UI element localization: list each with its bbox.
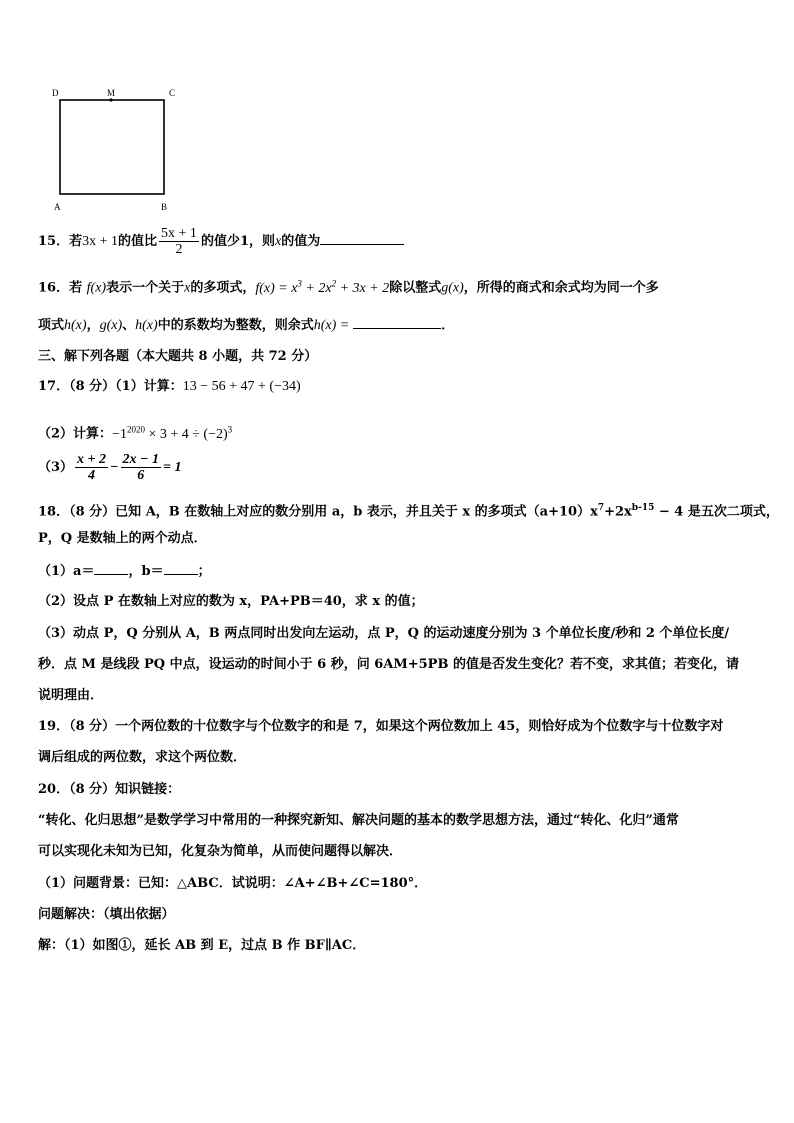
question-20-line-3: 可以实现化未知为已知，化复杂为简单，从而使问题得以解决． bbox=[38, 844, 403, 859]
question-17-part-1 bbox=[38, 378, 301, 396]
question-16-line-1 bbox=[38, 274, 659, 298]
question-15 bbox=[38, 226, 404, 257]
question-17-part-3 bbox=[38, 452, 181, 484]
q17-part-2-label: （2）计算： bbox=[38, 426, 113, 442]
q16-poly-part: f(x) = x bbox=[255, 280, 298, 296]
q18-text: （1）a＝ bbox=[38, 564, 95, 579]
square-abcd bbox=[60, 100, 164, 194]
q16-poly-part: + 3x + 2 bbox=[336, 280, 390, 296]
question-19-line-2: 调后组成的两位数，求这个两位数． bbox=[38, 750, 247, 765]
q17-fraction-2-numerator: 2x − 1 bbox=[122, 452, 159, 467]
label-b: B bbox=[161, 202, 168, 212]
q18-text: 18．（8 分）已知 A，B 在数轴上对应的数分别用 a，b 表示，并且关于 x 的多项式（a+10）x bbox=[38, 504, 598, 520]
q17-fraction-1-denominator: 4 bbox=[88, 468, 96, 483]
question-20-line-5: 问题解决：（填出依据） bbox=[38, 907, 175, 922]
q16-function-g: g(x) bbox=[441, 280, 464, 296]
q17-exponent: 3 bbox=[227, 424, 233, 434]
q16-text: 的多项式， bbox=[190, 280, 256, 296]
q16-function-f: f(x) bbox=[86, 280, 107, 296]
q17-expression-2 bbox=[112, 424, 233, 442]
q15-variable: x bbox=[275, 234, 282, 249]
q16-exponent: 3 bbox=[297, 278, 302, 288]
question-16-line-2 bbox=[38, 316, 454, 335]
q16-text: 若 bbox=[69, 280, 83, 296]
q17-equals: = 1 bbox=[163, 460, 182, 475]
q16-function-g: g(x) bbox=[99, 318, 123, 333]
q18-blank-b[interactable] bbox=[164, 562, 198, 575]
q18-text: ，b＝ bbox=[128, 564, 164, 579]
q16-answer-blank[interactable] bbox=[353, 316, 441, 329]
q15-answer-blank[interactable] bbox=[320, 232, 404, 245]
q17-expr-part: × 3 + 4 ÷ (−2) bbox=[144, 426, 228, 442]
q15-text: ，则 bbox=[249, 234, 276, 249]
q15-number: 15． bbox=[38, 234, 70, 249]
q16-function-h: h(x) bbox=[135, 318, 158, 333]
q17-fraction-1-numerator: x + 2 bbox=[77, 452, 107, 467]
q16-text: ，所得的商式和余式均为同一个多 bbox=[463, 280, 659, 296]
question-19-line-1: 19．（8 分）一个两位数的十位数字与个位数字的和是 7，如果这个两位数加上 45，则恰好成为个位数字与十位数字对 bbox=[38, 719, 724, 734]
q16-poly-part: + 2x bbox=[301, 280, 332, 296]
q18-text: − 4 是五次二项式， bbox=[654, 504, 779, 520]
q15-text: 的值少 bbox=[200, 234, 240, 249]
q17-expression-1: 13 − 56 + 47 + (−34) bbox=[182, 379, 301, 394]
q15-fraction-denominator: 2 bbox=[175, 242, 183, 257]
q18-exponent: b-15 bbox=[631, 503, 655, 513]
q17-heading: 17．（8 分）（1）计算： bbox=[38, 379, 183, 394]
q16-period: ． bbox=[441, 318, 455, 333]
q16-function-h: h(x) bbox=[64, 318, 87, 333]
question-18-line-4: （2）设点 P 在数轴上对应的数为 x，PA+PB＝40，求 x 的值； bbox=[38, 594, 424, 609]
q16-polynomial bbox=[255, 278, 390, 296]
question-17-part-2 bbox=[38, 420, 232, 444]
label-d: D bbox=[52, 88, 59, 98]
question-20-line-1: 20．（8 分）知识链接： bbox=[38, 782, 181, 797]
q16-number: 16． bbox=[38, 280, 70, 296]
q17-minus: − bbox=[110, 460, 119, 475]
q15-expression: 3x + 1 bbox=[82, 234, 119, 249]
q17-expr-part: −1 bbox=[112, 426, 127, 442]
q16-exponent: 2 bbox=[331, 278, 337, 288]
q18-exponent: 7 bbox=[597, 503, 605, 513]
q15-fraction-numerator: 5x + 1 bbox=[161, 226, 197, 241]
q15-text: 的值为 bbox=[281, 234, 321, 249]
q17-fraction-1 bbox=[75, 452, 108, 483]
question-18-line-1 bbox=[38, 499, 779, 521]
question-20-line-4: （1）问题背景：已知：△ABC．试说明：∠A+∠B+∠C=180°． bbox=[38, 876, 428, 891]
q16-separator: 、 bbox=[122, 318, 136, 333]
question-18-line-7: 说明理由． bbox=[38, 688, 104, 703]
q16-text: 表示一个关于 bbox=[106, 280, 185, 296]
q17-fraction-2 bbox=[121, 452, 161, 483]
question-18-line-6: 秒．点 M 是线段 PQ 中点，设运动的时间小于 6 秒，问 6AM+5PB 的值是否发生变化？若不变，求其值；若变化，请 bbox=[38, 657, 739, 672]
q15-text: 的值比 bbox=[118, 234, 158, 249]
square-figure bbox=[50, 86, 185, 216]
q17-exponent: 2020 bbox=[126, 424, 145, 434]
section-3-heading: 三、解下列各题（本大题共 8 小题，共 72 分） bbox=[38, 349, 318, 364]
q16-separator: ， bbox=[86, 318, 100, 333]
q18-text: ； bbox=[197, 564, 211, 579]
q16-text: 除以整式 bbox=[389, 280, 442, 296]
q16-text: 中的系数均为整数，则余式 bbox=[157, 318, 314, 333]
q18-blank-a[interactable] bbox=[94, 562, 128, 575]
q15-text: 若 bbox=[69, 234, 83, 249]
question-18-line-2: P，Q 是数轴上的两个动点． bbox=[38, 531, 207, 546]
q16-text: 项式 bbox=[38, 318, 65, 333]
q17-part-3-label: （3） bbox=[38, 460, 74, 475]
q15-fraction bbox=[159, 226, 199, 257]
q18-text: +2x bbox=[604, 504, 632, 520]
label-a: A bbox=[54, 202, 61, 212]
label-c: C bbox=[169, 88, 176, 98]
q16-remainder: h(x) = bbox=[313, 318, 350, 333]
point-m bbox=[109, 98, 112, 101]
q15-number-one: 1 bbox=[239, 234, 249, 249]
question-18-line-5: （3）动点 P，Q 分别从 A，B 两点同时出发向左运动，点 P，Q 的运动速度分别为 3 个单位长度/秒和 2 个单位长度/ bbox=[38, 626, 730, 641]
question-20-line-6: 解：（1）如图①，延长 AB 到 E，过点 B 作 BF∥AC． bbox=[38, 938, 366, 953]
label-m: M bbox=[107, 88, 116, 98]
q16-variable: x bbox=[184, 280, 191, 296]
q17-fraction-2-denominator: 6 bbox=[137, 468, 145, 483]
question-18-line-3 bbox=[38, 562, 211, 581]
question-20-line-2: “转化、化归思想”是数学学习中常用的一种探究新知、解决问题的基本的数学思想方法，通过“转化、化归”通常 bbox=[38, 813, 679, 828]
